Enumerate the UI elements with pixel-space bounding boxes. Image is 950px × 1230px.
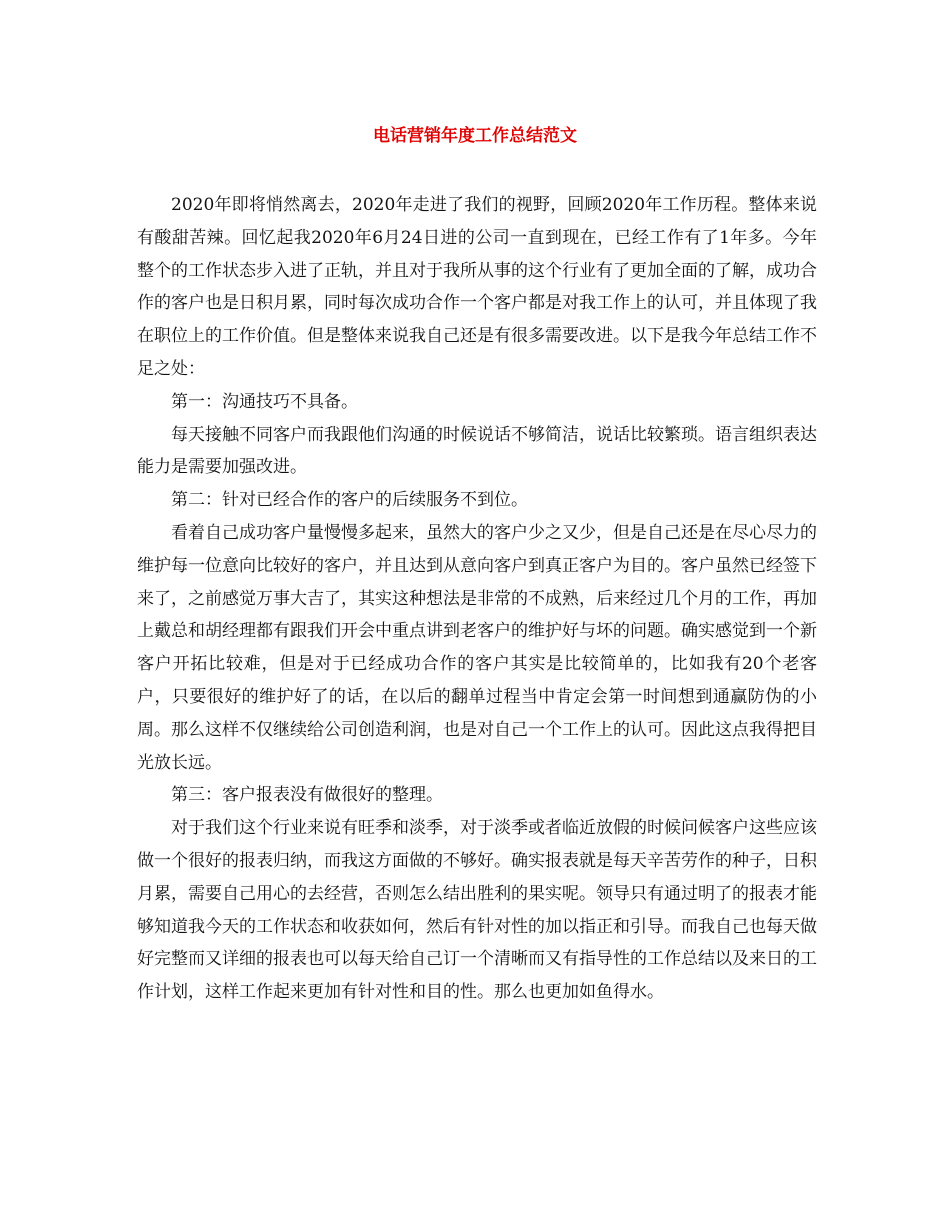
paragraph-heading-3: 第三：客户报表没有做很好的整理。 [171,785,443,806]
paragraph-intro: 2020年即将悄然离去，2020年走进了我们的视野，回顾2020年工作历程。整体来说有酸甜苦辣。回忆起我2020年6月24日进的公司一直到现在，已经工作有了1年多。今年整个的工作状态步入进了正轨，并且对于我所从事的这个行业有了更加全面的了解，成功合作的客户也是日积月累，同时每次成功合作一个客户都是对我工作上的认可，并且体现了我在职位上的工作价值。但是整体来说我自己还是有很多需要改进。以下是我今年总结工作不足之处： [137,195,817,379]
paragraph-body-1: 每天接触不同客户而我跟他们沟通的时候说话不够简洁，说话比较繁琐。语言组织表达能力是需要加强改进。 [137,424,817,478]
paragraph-heading-1: 第一：沟通技巧不具备。 [171,391,358,412]
document-title: 电话营销年度工作总结范文 [373,126,577,146]
paragraph-body-3: 对于我们这个行业来说有旺季和淡季，对于淡季或者临近放假的时候问候客户这些应该做一个很好的报表归纳，而我这方面做的不够好。确实报表就是每天辛苦劳作的种子，日积月累，需要自己用心的去经营，否则怎么结出胜利的果实呢。领导只有通过明了的报表才能够知道我今天的工作状态和收获如何，然后有针对性的加以指正和引导。而我自己也每天做好完整而又详细的报表也可以每天给自己订一个清晰而又有指导性的工作总结以及来日的工作计划，这样工作起来更加有针对性和目的性。那么也更加如鱼得水。 [137,818,817,1003]
paragraph-heading-2: 第二：针对已经合作的客户的后续服务不到位。 [171,490,528,511]
document-body [137,189,817,1009]
paragraph-body-2: 看着自己成功客户量慢慢多起来，虽然大的客户少之又少，但是自己还是在尽心尽力的维护每一位意向比较好的客户，并且达到从意向客户到真正客户为目的。客户虽然已经签下来了，之前感觉万事大吉了，其实这种想法是非常的不成熟，后来经过几个月的工作，再加上戴总和胡经理都有跟我们开会中重点讲到老客户的维护好与坏的问题。确实感觉到一个新客户开拓比较难，但是对于已经成功合作的客户其实是比较简单的，比如我有20个老客户，只要很好的维护好了的话，在以后的翻单过程当中肯定会第一时间想到通赢防伪的小周。那么这样不仅继续给公司创造利润，也是对自己一个工作上的认可。因此这点我得把目光放长远。 [137,522,817,773]
